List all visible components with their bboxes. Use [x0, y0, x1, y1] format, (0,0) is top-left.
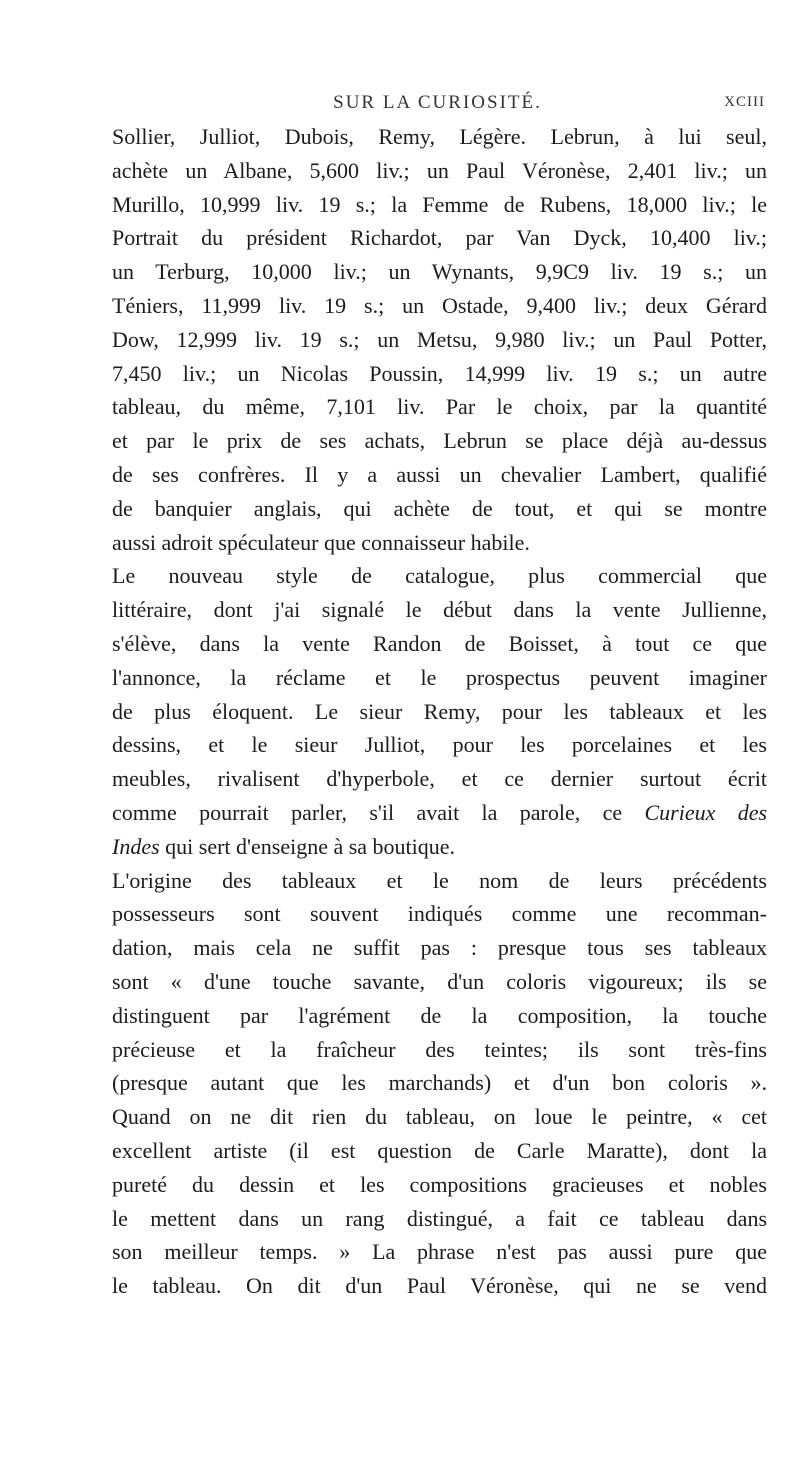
page-number: XCIII [724, 94, 765, 110]
running-head [110, 92, 765, 116]
text-line: l'annonce, la réclame et le prospectus peuvent imaginer [112, 664, 767, 690]
text-fragment: qui sert d'enseigne à sa boutique. [159, 833, 456, 859]
text-line: s'élève, dans la vente Randon de Boisset, à tout ce que [112, 630, 767, 656]
text-line: dessins, et le sieur Julliot, pour les porcelaines et les [112, 732, 767, 758]
text-fragment: comme pourrait parler, s'il avait la parole, ce [112, 799, 623, 825]
text-line: le tableau. On dit d'un Paul Véronèse, qui ne se vend [112, 1273, 767, 1299]
text-line: Quand on ne dit rien du tableau, on loue le peintre, « cet [112, 1104, 767, 1130]
paragraph-3 [112, 864, 767, 1303]
text-line: de banquier anglais, qui achète de tout, et qui se montre [112, 495, 767, 521]
text-line: et par le prix de ses achats, Lebrun se place déjà au-dessus [112, 428, 767, 454]
text-line: un Terburg, 10,000 liv.; un Wynants, 9,9C9 liv. 19 s.; un [112, 259, 767, 285]
text-line: L'origine des tableaux et le nom de leurs précédents [112, 867, 767, 893]
text-line: excellent artiste (il est question de Carle Maratte), dont la [112, 1137, 767, 1163]
text-line: sont « d'une touche savante, d'un coloris vigoureux; ils se [112, 968, 767, 994]
running-title: SUR LA CURIOSITÉ. [333, 92, 542, 113]
text-line: de plus éloquent. Le sieur Remy, pour les tableaux et les [112, 698, 767, 724]
text-line: achète un Albane, 5,600 liv.; un Paul Véronèse, 2,401 liv.; un [112, 157, 767, 183]
text-line: Téniers, 11,999 liv. 19 s.; un Ostade, 9,400 liv.; deux Gérard [112, 292, 767, 318]
text-line: son meilleur temps. » La phrase n'est pas aussi pure que [112, 1239, 767, 1265]
text-line: dation, mais cela ne suffit pas : presque tous ses tableaux [112, 935, 767, 961]
text-line [112, 796, 767, 830]
text-line: pureté du dessin et les compositions gracieuses et nobles [112, 1171, 767, 1197]
paragraph-2 [112, 559, 767, 863]
paragraph-1 [112, 120, 767, 559]
italic-title: Curieux des [644, 799, 767, 825]
body-text [112, 120, 767, 1303]
text-line: le mettent dans un rang distingué, a fait ce tableau dans [112, 1205, 767, 1231]
text-line: distinguent par l'agrément de la composition, la touche [112, 1002, 767, 1028]
text-line: Le nouveau style de catalogue, plus commercial que [112, 563, 767, 589]
text-line: Dow, 12,999 liv. 19 s.; un Metsu, 9,980 liv.; un Paul Potter, [112, 326, 767, 352]
text-line: 7,450 liv.; un Nicolas Poussin, 14,999 liv. 19 s.; un autre [112, 360, 767, 386]
text-line: (presque autant que les marchands) et d'un bon coloris ». [112, 1070, 767, 1096]
text-line: précieuse et la fraîcheur des teintes; ils sont très-fins [112, 1036, 767, 1062]
text-line: Portrait du président Richardot, par Van Dyck, 10,400 liv.; [112, 225, 767, 251]
text-line [112, 830, 767, 864]
text-line: tableau, du même, 7,101 liv. Par le choix, par la quantité [112, 394, 767, 420]
text-line: Sollier, Julliot, Dubois, Remy, Légère. Lebrun, à lui seul, [112, 124, 767, 149]
italic-title: Indes [112, 833, 160, 859]
text-line: aussi adroit spéculateur que connaisseur habile. [112, 529, 530, 555]
text-line: Murillo, 10,999 liv. 19 s.; la Femme de Rubens, 18,000 liv.; le [112, 191, 767, 217]
text-line: de ses confrères. Il y a aussi un chevalier Lambert, qualifié [112, 461, 767, 487]
text-line: littéraire, dont j'ai signalé le début dans la vente Jullienne, [112, 597, 767, 623]
text-line: meubles, rivalisent d'hyperbole, et ce dernier surtout écrit [112, 766, 767, 792]
text-line: possesseurs sont souvent indiqués comme une recomman- [112, 901, 767, 927]
